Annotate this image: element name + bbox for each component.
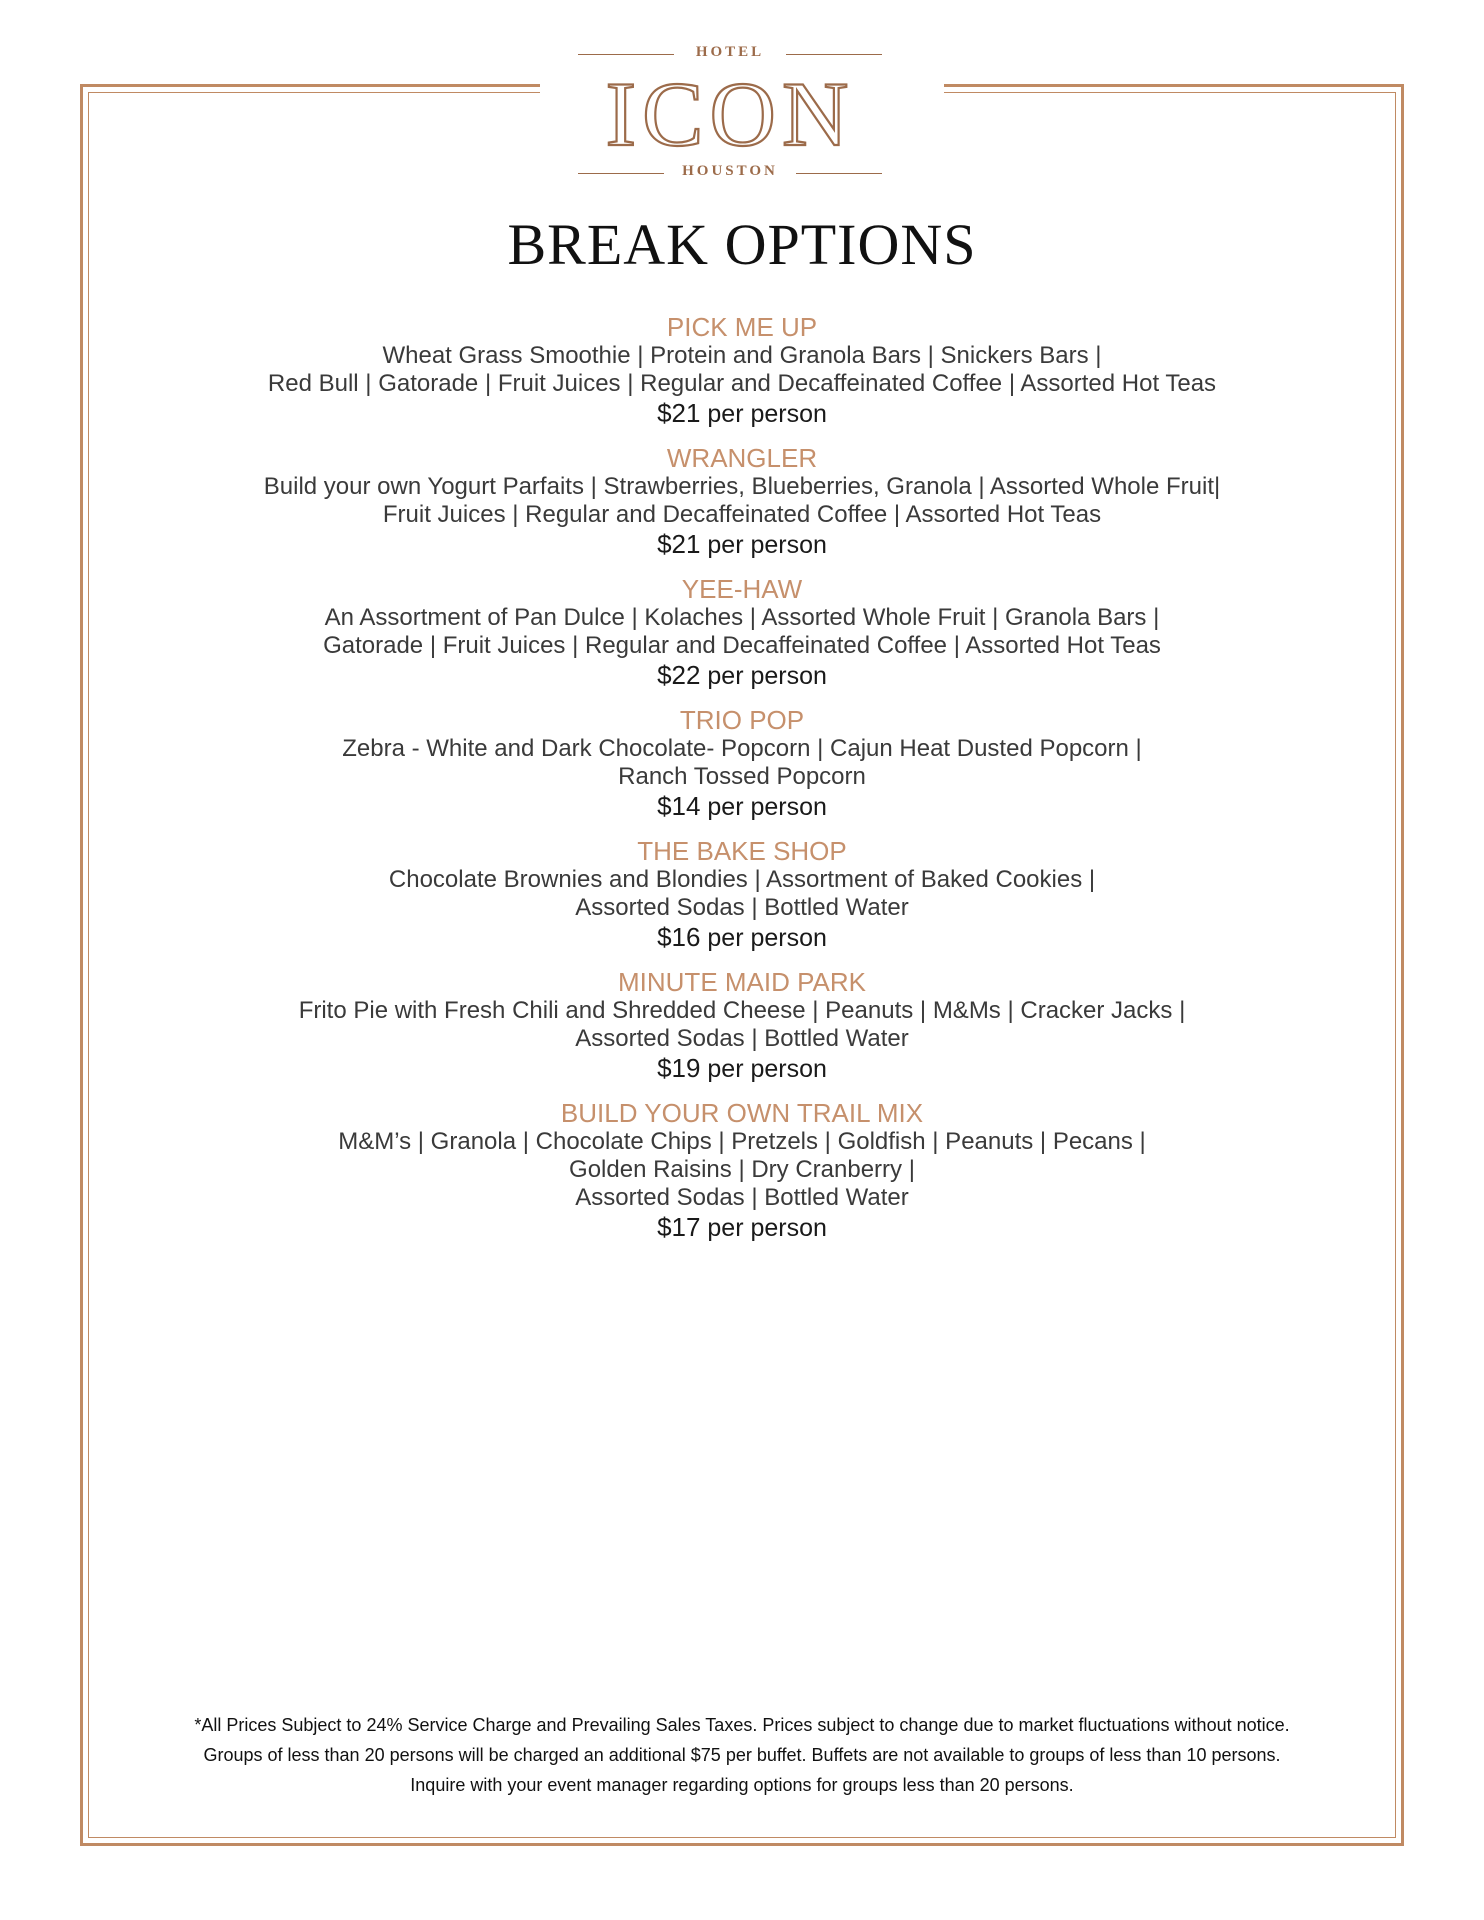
section-line: Zebra - White and Dark Chocolate- Popcorn | Cajun Heat Dusted Popcorn | — [342, 735, 1142, 762]
section-line: Assorted Sodas | Bottled Water — [575, 1025, 909, 1052]
section-title: MINUTE MAID PARK — [618, 967, 866, 997]
price-unit: per person — [707, 531, 827, 559]
hotel-icon-logo — [560, 40, 900, 190]
section-price — [200, 1053, 1284, 1084]
page-title: BREAK OPTIONS — [507, 212, 977, 277]
section-line: Frito Pie with Fresh Chili and Shredded Cheese | Peanuts | M&Ms | Cracker Jacks | — [298, 997, 1186, 1024]
price-unit: per person — [707, 793, 827, 821]
logo-main-text: ICON — [605, 63, 855, 165]
section-line: Build your own Yogurt Parfaits | Strawberries, Blueberries, Granola | Assorted Whole Fruit| — [263, 473, 1221, 500]
section-line: Assorted Sodas | Bottled Water — [575, 1184, 909, 1211]
section-line: Ranch Tossed Popcorn — [618, 763, 866, 790]
section-line: Golden Raisins | Dry Cranberry | — [569, 1156, 915, 1183]
section-title: YEE-HAW — [681, 574, 803, 604]
section-title: THE BAKE SHOP — [637, 836, 847, 866]
break-options-list — [200, 312, 1284, 1257]
section-title: PICK ME UP — [666, 312, 818, 342]
price-unit: per person — [707, 400, 827, 428]
logo-rule-bottom-right — [796, 173, 882, 174]
section-title: BUILD YOUR OWN TRAIL MIX — [560, 1098, 924, 1128]
menu-section-build-your-own-trail-mix — [200, 1098, 1284, 1243]
section-line: Chocolate Brownies and Blondies | Assortment of Baked Cookies | — [388, 866, 1096, 893]
disclaimer-line: Inquire with your event manager regarding options for groups less than 20 persons. — [410, 1775, 1074, 1795]
menu-section-pick-me-up — [200, 312, 1284, 429]
section-line: Fruit Juices | Regular and Decaffeinated Coffee | Assorted Hot Teas — [382, 501, 1102, 528]
section-line: M&M’s | Granola | Chocolate Chips | Pretzels | Goldfish | Peanuts | Pecans | — [338, 1128, 1146, 1155]
price-unit: per person — [707, 662, 827, 690]
price-unit: per person — [707, 924, 827, 952]
section-line: Wheat Grass Smoothie | Protein and Granola Bars | Snickers Bars | — [382, 342, 1102, 369]
price-unit: per person — [707, 1214, 827, 1242]
menu-section-wrangler — [200, 443, 1284, 560]
disclaimer-line: *All Prices Subject to 24% Service Charge and Prevailing Sales Taxes. Prices subject to change due to market fluctuations without notice. — [194, 1715, 1290, 1735]
menu-section-yee-haw — [200, 574, 1284, 691]
disclaimer-line: Groups of less than 20 persons will be charged an additional $75 per buffet. Buffets are not available to groups of less than 10 persons. — [203, 1745, 1281, 1765]
price-amount: $14 — [657, 791, 701, 821]
menu-section-trio-pop — [200, 705, 1284, 822]
section-price — [200, 922, 1284, 953]
section-line: Red Bull | Gatorade | Fruit Juices | Regular and Decaffeinated Coffee | Assorted Hot Teas — [267, 370, 1217, 397]
price-amount: $21 — [657, 529, 701, 559]
section-line: Assorted Sodas | Bottled Water — [575, 894, 909, 921]
logo-top-text: HOTEL — [695, 44, 765, 60]
price-amount: $17 — [657, 1212, 701, 1242]
section-price — [200, 1212, 1284, 1243]
logo-rule-top-right — [786, 54, 882, 55]
section-line: Gatorade | Fruit Juices | Regular and Decaffeinated Coffee | Assorted Hot Teas — [323, 632, 1161, 659]
price-unit: per person — [707, 1055, 827, 1083]
section-title: TRIO POP — [679, 705, 805, 735]
price-amount: $21 — [657, 398, 701, 428]
section-line: An Assortment of Pan Dulce | Kolaches | Assorted Whole Fruit | Granola Bars | — [324, 604, 1160, 631]
price-amount: $16 — [657, 922, 701, 952]
price-amount: $22 — [657, 660, 701, 690]
section-price — [200, 791, 1284, 822]
section-title: WRANGLER — [666, 443, 818, 473]
price-amount: $19 — [657, 1053, 701, 1083]
section-price — [200, 529, 1284, 560]
section-price — [200, 660, 1284, 691]
menu-section-minute-maid-park — [200, 967, 1284, 1084]
pricing-disclaimer — [100, 1710, 1384, 1800]
menu-section-the-bake-shop — [200, 836, 1284, 953]
section-price — [200, 398, 1284, 429]
logo-bottom-text: HOUSTON — [682, 163, 778, 179]
